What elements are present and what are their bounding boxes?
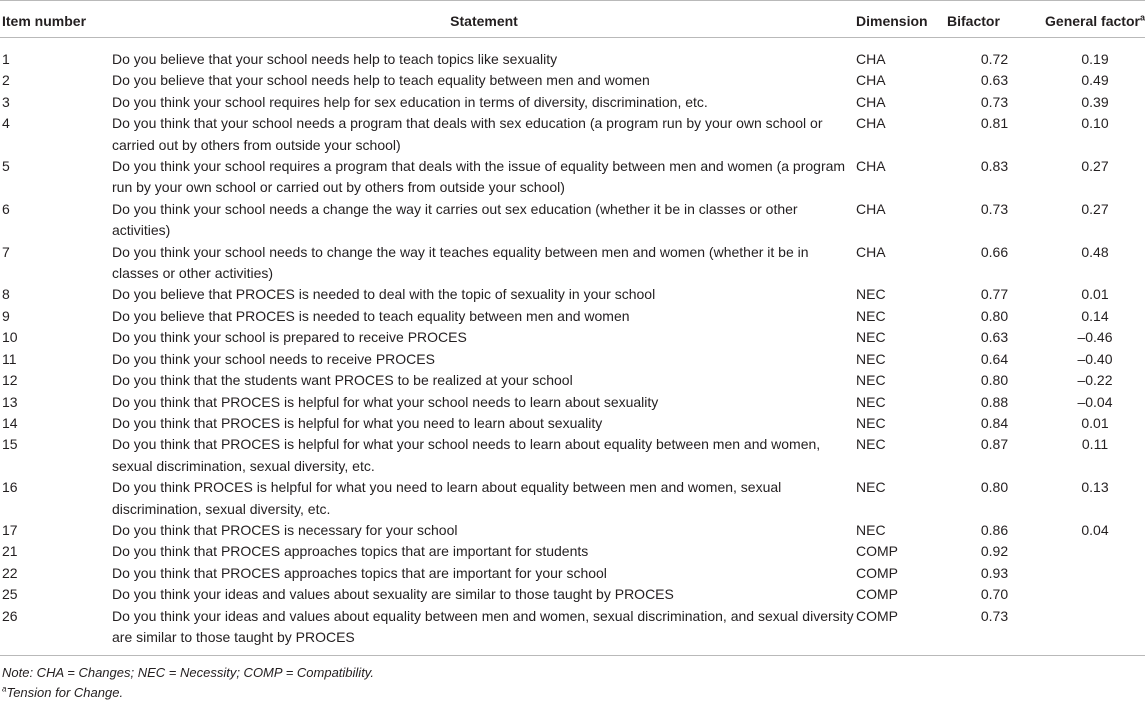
cell-dimension: CHA (856, 158, 886, 175)
cell-item-number: 6 (2, 200, 10, 217)
cell-statement: Do you believe that PROCES is needed to deal with the topic of sexuality in your school (112, 286, 656, 303)
cell-dimension: COMP (856, 543, 898, 560)
cell-statement: Do you think that PROCES approaches topics that are important for your school (112, 564, 607, 581)
cell-bifactor: 0.87 (980, 436, 1009, 453)
cell-dimension: NEC (856, 372, 886, 389)
cell-bifactor: 0.77 (980, 286, 1009, 303)
cell-dimension: NEC (856, 329, 886, 346)
cell-bifactor: 0.73 (980, 93, 1009, 110)
cell-dimension: NEC (856, 393, 886, 410)
header-general-factor-footnote-mark: a (1139, 12, 1145, 23)
table-row (0, 199, 1145, 242)
header-bifactor: Bifactor (944, 1, 1045, 38)
cell-item-number: 17 (2, 521, 18, 538)
cell-statement: Do you think that PROCES is helpful for what you need to learn about sexuality (112, 414, 603, 431)
header-statement: Statement (112, 1, 856, 38)
cell-bifactor: 0.92 (980, 543, 1009, 560)
cell-general-factor: 0.10 (1081, 115, 1109, 132)
cell-item-number: 14 (2, 414, 18, 431)
cell-general-factor: 0.48 (1081, 243, 1109, 260)
cell-general-factor: 0.11 (1081, 436, 1109, 453)
cell-dimension: CHA (856, 51, 886, 67)
cell-bifactor: 0.70 (980, 586, 1009, 603)
cell-statement: Do you think your school needs to receive PROCES (112, 350, 435, 367)
cell-dimension: NEC (856, 414, 886, 431)
cell-statement: Do you think your school needs to change the way it teaches equality between men and women (whether it be in classes or other activities) (112, 243, 809, 282)
cell-bifactor: 0.81 (980, 115, 1009, 132)
cell-statement: Do you believe that PROCES is needed to teach equality between men and women (112, 307, 630, 324)
cell-dimension: CHA (856, 243, 886, 260)
cell-item-number: 3 (2, 93, 10, 110)
footnote-text: Tension for Change. (6, 685, 124, 701)
cell-item-number: 22 (2, 564, 18, 581)
cell-general-factor: 0.39 (1081, 93, 1109, 110)
cell-item-number: 10 (2, 329, 18, 346)
cell-statement: Do you think that PROCES approaches topics that are important for students (112, 543, 589, 560)
cell-bifactor: 0.73 (944, 606, 1045, 656)
cell-general-factor: –0.22 (1077, 372, 1113, 389)
cell-dimension: CHA (856, 72, 886, 89)
cell-statement: Do you think your school requires help for sex education in terms of diversity, discrimination, etc. (112, 93, 708, 110)
cell-statement: Do you think that PROCES is necessary for your school (112, 521, 458, 538)
cell-bifactor: 0.93 (980, 564, 1009, 581)
cell-general-factor: –0.46 (1077, 329, 1113, 346)
cell-bifactor: 0.80 (980, 479, 1009, 496)
cell-statement: Do you think that PROCES is helpful for what your school needs to learn about sexuality (112, 393, 659, 410)
cell-statement: Do you believe that your school needs help to teach equality between men and women (112, 72, 650, 89)
cell-dimension: NEC (856, 350, 886, 367)
cell-statement: Do you think your ideas and values about sexuality are similar to those taught by PROCES (112, 586, 674, 603)
cell-item-number: 26 (0, 606, 112, 656)
table-row (0, 541, 1145, 562)
cell-item-number: 5 (2, 158, 10, 175)
cell-statement: Do you think that your school needs a program that deals with sex education (a program run by your own school or carried out by others from outside your school) (112, 115, 823, 153)
table-row (0, 284, 1145, 305)
table-row (0, 392, 1145, 413)
cell-general-factor: 0.01 (1081, 286, 1109, 303)
cell-item-number: 1 (2, 51, 10, 67)
table-row (0, 92, 1145, 113)
cell-bifactor: 0.64 (980, 350, 1009, 367)
table-row (0, 434, 1145, 477)
table-header (0, 1, 1145, 38)
cell-general-factor: 0.01 (1081, 414, 1109, 431)
cell-statement: Do you think your school needs a change the way it carries out sex education (whether it be in classes or other activities) (112, 200, 798, 239)
cell-item-number: 2 (2, 72, 10, 89)
cell-item-number: 4 (2, 115, 10, 132)
footnote-mark: a (2, 685, 7, 695)
cell-general-factor (1045, 563, 1145, 584)
cell-statement: Do you believe that your school needs help to teach topics like sexuality (112, 51, 558, 67)
table-row (0, 563, 1145, 584)
cell-dimension: NEC (856, 436, 886, 453)
cell-item-number: 11 (2, 350, 17, 367)
table-row (0, 606, 1145, 656)
cell-item-number: 12 (2, 372, 18, 389)
cell-general-factor: –0.04 (1077, 393, 1113, 410)
header-dimension: Dimension (856, 1, 944, 38)
cell-dimension: NEC (856, 479, 886, 496)
cell-general-factor: 0.19 (1081, 51, 1109, 67)
cell-general-factor (1045, 606, 1145, 656)
cell-general-factor: 0.27 (1081, 200, 1109, 217)
cell-dimension: NEC (856, 307, 886, 324)
cell-statement: Do you think that PROCES is helpful for what your school needs to learn about equality between men and women, sexual discrimination, sexual diversity, etc. (112, 436, 821, 474)
cell-item-number: 7 (2, 243, 10, 260)
cell-item-number: 8 (2, 286, 10, 303)
header-general-factor (1045, 1, 1145, 38)
footnote (2, 683, 1145, 703)
cell-item-number: 21 (2, 543, 18, 560)
cell-general-factor (1045, 584, 1145, 605)
cell-bifactor: 0.86 (980, 521, 1009, 538)
cell-statement: Do you think your school is prepared to receive PROCES (112, 329, 467, 346)
cell-dimension: CHA (856, 200, 886, 217)
cell-bifactor: 0.63 (980, 72, 1009, 89)
cell-statement: Do you think that the students want PROCES to be realized at your school (112, 372, 573, 389)
cell-statement: Do you think your ideas and values about equality between men and women, sexual discrimination, and sexual diversity are similar to those taught by PROCES (112, 606, 856, 656)
cell-bifactor: 0.72 (980, 51, 1009, 67)
table-row (0, 349, 1145, 370)
table-row (0, 113, 1145, 156)
cell-general-factor: 0.13 (1081, 479, 1109, 496)
header-row (0, 1, 1145, 38)
table-row (0, 38, 1145, 71)
cell-dimension: CHA (856, 93, 886, 110)
cell-general-factor: 0.27 (1081, 158, 1109, 175)
cell-dimension: COMP (856, 586, 898, 603)
cell-dimension: NEC (856, 286, 886, 303)
cell-item-number: 16 (2, 479, 18, 496)
cell-statement: Do you think your school requires a program that deals with the issue of equality between men and women (a program run by your own school or carried out by others from outside your school) (112, 158, 846, 196)
cell-bifactor: 0.80 (980, 307, 1009, 324)
table-row (0, 156, 1145, 199)
cell-item-number: 25 (2, 586, 18, 603)
table-row (0, 520, 1145, 541)
cell-dimension: NEC (856, 521, 886, 538)
table-row (0, 70, 1145, 91)
cell-dimension: COMP (856, 564, 898, 581)
table-row (0, 242, 1145, 285)
table-row (0, 477, 1145, 520)
cell-item-number: 15 (2, 436, 18, 453)
table-row (0, 327, 1145, 348)
cell-general-factor (1045, 541, 1145, 562)
table-row (0, 370, 1145, 391)
cell-item-number: 9 (2, 307, 10, 324)
cell-bifactor: 0.83 (980, 158, 1009, 175)
cell-general-factor: 0.14 (1081, 307, 1109, 324)
table-row (0, 584, 1145, 605)
table-row (0, 413, 1145, 434)
cell-bifactor: 0.84 (980, 414, 1009, 431)
header-general-factor-label: General factor (1045, 13, 1140, 29)
cell-bifactor: 0.80 (980, 372, 1009, 389)
cell-general-factor: 0.04 (1081, 521, 1109, 538)
cell-general-factor: 0.49 (1081, 72, 1109, 89)
header-item-number: Item number (0, 1, 112, 38)
cell-statement: Do you think PROCES is helpful for what you need to learn about equality between men and women, sexual discrimination, sexual diversity, etc. (112, 479, 782, 517)
cell-general-factor: –0.40 (1077, 350, 1113, 367)
table-row (0, 306, 1145, 327)
table-notes (0, 656, 1145, 703)
cell-dimension: COMP (856, 606, 944, 656)
note-abbreviations: Note: CHA = Changes; NEC = Necessity; COMP = Compatibility. (2, 665, 374, 681)
cell-item-number: 13 (2, 393, 18, 410)
cell-bifactor: 0.63 (980, 329, 1009, 346)
cell-bifactor: 0.66 (980, 243, 1009, 260)
cell-bifactor: 0.73 (980, 200, 1009, 217)
table-body (0, 38, 1145, 656)
cell-dimension: CHA (856, 115, 886, 132)
cell-bifactor: 0.88 (980, 393, 1009, 410)
